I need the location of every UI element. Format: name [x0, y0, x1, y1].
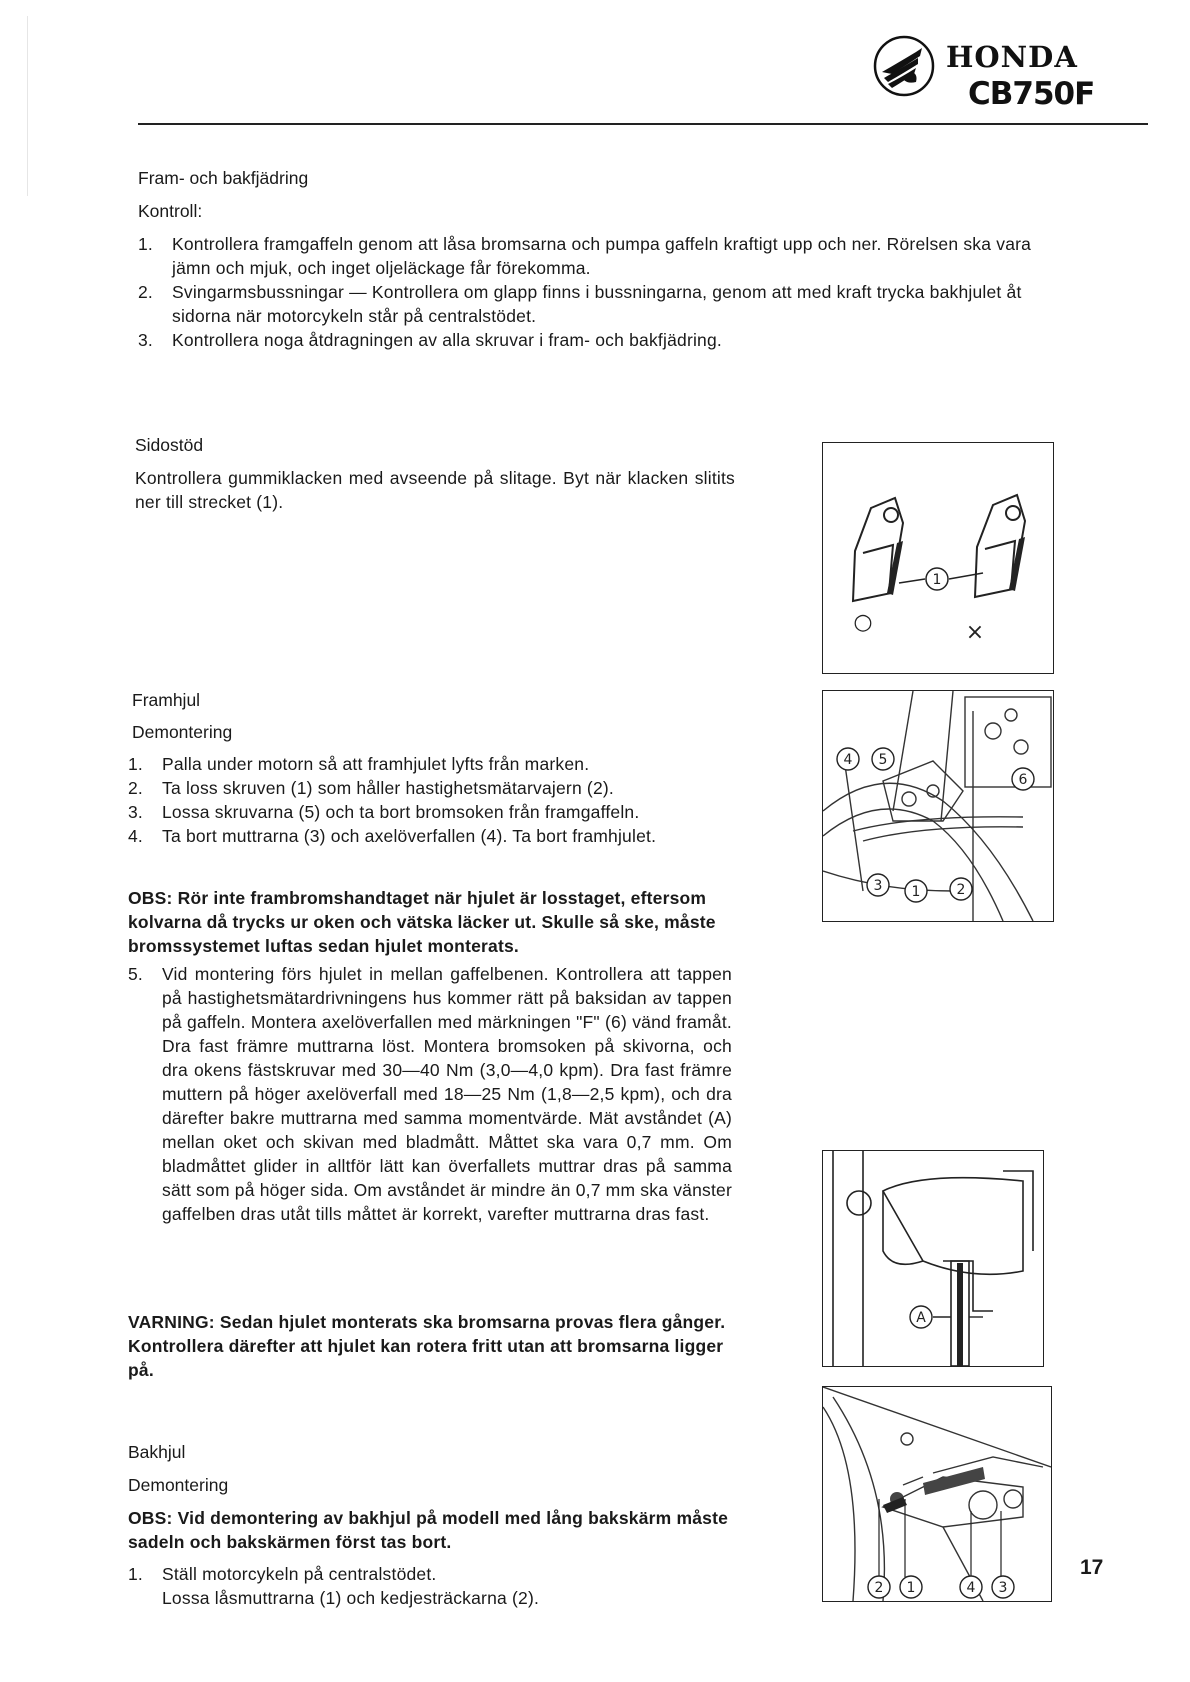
step-text: Ställ motorcykeln på centralstödet. — [162, 1564, 437, 1584]
suspension-steps — [138, 232, 1058, 352]
callout-1: 1 — [906, 1580, 916, 1596]
step-text: Palla under motorn så att framhjulet lyfts från marken. — [162, 754, 590, 774]
sidestand-figure — [822, 442, 1054, 674]
list-item: 2. Svingarmsbussningar — Kontrollera om glapp finns i bussningarna, genom att med kraft trycka bakhjulet åt sidorna när motorcykeln står på centralstödet. — [138, 282, 1022, 326]
sidestand-title: Sidostöd — [135, 435, 204, 455]
model-name: CB750F — [968, 76, 1095, 112]
list-item: 2. Ta loss skruven (1) som håller hastighetsmätarvajern (2). — [128, 778, 614, 798]
front-caliper-figure — [822, 690, 1054, 922]
callout-5: 5 — [878, 752, 888, 768]
gap-measurement-figure — [822, 1150, 1044, 1367]
list-item: 1. Palla under motorn så att framhjulet lyfts från marken. — [128, 754, 590, 774]
sidestand-body: Kontrollera gummiklacken med avseende på slitage. Byt när klacken slitits ner till strecket (1). — [135, 468, 735, 512]
step-text: Ta loss skruven (1) som håller hastighetsmätarvajern (2). — [162, 778, 614, 798]
page-number: 17 — [1080, 1556, 1104, 1579]
list-item: 4. Ta bort muttrarna (3) och axelöverfallen (4). Ta bort framhjulet. — [128, 826, 657, 846]
callout-3: 3 — [998, 1580, 1008, 1596]
suspension-subtitle: Kontroll: — [138, 201, 203, 221]
ok-mark: ○ — [853, 610, 873, 635]
suspension-title: Fram- och bakfjädring — [138, 168, 309, 188]
list-item: 1. Kontrollera framgaffeln genom att låsa bromsarna och pumpa gaffeln kraftigt upp och ner. Rörelsen ska vara jämn och mjuk, och inget oljeläckage får förekomma. — [138, 234, 1032, 278]
step-text: Lossa låsmuttrarna (1) och kedjesträckarna (2). — [162, 1588, 540, 1608]
header-rule — [138, 123, 1148, 125]
step-text: Kontrollera framgaffeln genom att låsa bromsarna och pumpa gaffeln kraftigt upp och ner. Rörelsen ska vara jämn och mjuk, och inget oljeläckage får förekomma. — [172, 234, 1032, 278]
rearwheel-title: Bakhjul — [128, 1442, 186, 1462]
callout-3: 3 — [873, 878, 883, 894]
frontwheel-title: Framhjul — [132, 690, 201, 710]
frontwheel-steps — [128, 752, 728, 848]
list-item: 3. Lossa skruvarna (5) och ta bort bromsoken från framgaffeln. — [128, 802, 640, 822]
callout-1-label: 1 — [932, 572, 942, 588]
callout-2: 2 — [874, 1580, 884, 1596]
step-text: Lossa skruvarna (5) och ta bort bromsoken från framgaffeln. — [162, 802, 640, 822]
list-item: 5. Vid montering förs hjulet in mellan gaffelbenen. Kontrollera att tappen på hastighetsmätardrivningens hus kommer rätt på baksidan av tappen på gaffeln. Montera axelöverfallen med märkningen "F" (6) vänd framåt. Dra fast främre muttrarna löst. Montera bromsoken på skivorna, och dra okens fästskruvar med 30—40 Nm (3,0—4,0 kpm). Dra fast främre muttern på höger axelöverfall med 18—25 Nm (1,8—2,5 kpm), och dra därefter bakre muttrarna med samma momentvärde. Mät avståndet (A) mellan oket och skivan med bladmått. Måttet ska vara 0,7 mm. Om bladmåttet glider in alltför lätt kan överfallets muttrar dras på samma sätt som på höger sida. Om avståndet är mindre än 0,7 mm ska vänster gaffelben dras utåt tills måttet är korrekt, varefter muttrarna dras fast. — [128, 964, 732, 1224]
step-text: Ta bort muttrarna (3) och axelöverfallen (4). Ta bort framhjulet. — [162, 826, 657, 846]
frontwheel-step5-list — [128, 962, 732, 1226]
brand-name: HONDA — [946, 40, 1078, 74]
step-text: Svingarmsbussningar — Kontrollera om glapp finns i bussningarna, genom att med kraft trycka bakhjulet åt sidorna när motorcykeln står på centralstödet. — [172, 282, 1022, 326]
callout-4: 4 — [843, 752, 853, 768]
frontwheel-warning: VARNING: Sedan hjulet monterats ska bromsarna provas flera gånger. Kontrollera därefter att hjulet kan rotera fritt utan att bromsarna ligger på. — [128, 1312, 726, 1380]
rearwheel-step1: 1. Ställ motorcykeln på centralstödet. Lossa låsmuttrarna (1) och kedjesträckarna (2). — [128, 1562, 748, 1610]
list-item: 3. Kontrollera noga åtdragningen av alla skruvar i fram- och bakfjädring. — [138, 330, 722, 350]
callout-1: 1 — [911, 884, 921, 900]
step-text: Kontrollera noga åtdragningen av alla skruvar i fram- och bakfjädring. — [172, 330, 722, 350]
bad-mark: × — [965, 620, 985, 645]
rear-wheel-figure — [822, 1386, 1052, 1602]
step-text: Vid montering förs hjulet in mellan gaffelbenen. Kontrollera att tappen på hastighetsmätardrivningens hus kommer rätt på baksidan av tappen på gaffeln. Montera axelöverfallen med märkningen "F" (6) vänd framåt. Dra fast främre muttrarna löst. Montera bromsoken på skivorna, och dra okens fästskruvar med 30—40 Nm (3,0—4,0 kpm). Dra fast främre muttern på höger axelöverfall med 18—25 Nm (1,8—2,5 kpm), och dra därefter bakre muttrarna med samma momentvärde. Mät avståndet (A) mellan oket och skivan med bladmått. Måttet ska vara 0,7 mm. Om bladmåttet glider in alltför lätt kan överfallets muttrar dras på samma sätt som på höger sida. Om avståndet är mindre än 0,7 mm ska vänster gaffelben dras utåt tills måttet är korrekt, varefter muttrarna dras fast. — [162, 964, 732, 1224]
frontwheel-subtitle: Demontering — [132, 722, 233, 742]
honda-wing-logo — [872, 34, 936, 98]
rearwheel-note: OBS: Vid demontering av bakhjul på modell med lång bakskärm måste sadeln och bakskärmen först tas bort. — [128, 1508, 729, 1552]
frontwheel-note: OBS: Rör inte frambromshandtaget när hjulet är losstaget, eftersom kolvarna då trycks ur oken och vätska läcker ut. Skulle så ske, måste bromssystemet luftas sedan hjulet monterats. — [128, 888, 716, 956]
callout-2: 2 — [956, 882, 966, 898]
callout-4: 4 — [966, 1580, 976, 1596]
callout-6: 6 — [1018, 772, 1028, 788]
callout-A: A — [916, 1310, 926, 1326]
rearwheel-subtitle: Demontering — [128, 1475, 229, 1495]
scan-margin-line — [27, 16, 28, 196]
